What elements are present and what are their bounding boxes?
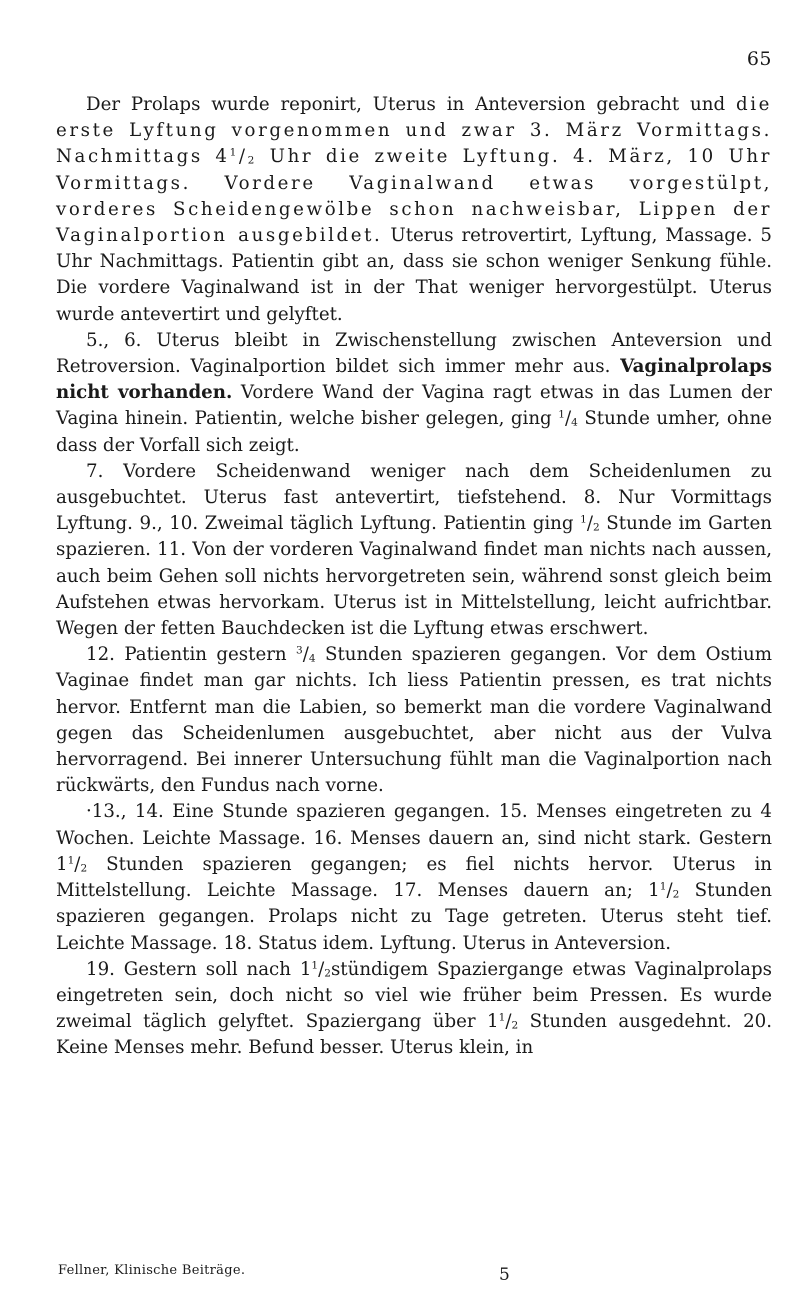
p3-text-end: Stunde im Garten spazieren. 11. Von der vorderen Vaginalwand findet man nichts nach aussen, auch beim Gehen soll nichts hervorgetreten sein, während sonst gleich beim Aufstehen etwas hervorkam. Uterus ist in Mittelstellung, leicht aufrichtbar. Wegen der fetten Bauchdecken ist die Lyftung etwas erschwert.: [56, 513, 772, 640]
p1-spaced-text: die erste Lyftung vorgenommen und zwar 3. März Vormittags. Nachmittags $4^1/_2$ Uhr die zweite Lyftung. 4. März, 10 Uhr Vormittags. Vordere Vaginalwand etwas vorgestülpt, vorderes Scheidengewölbe schon nachweisbar, Lippen der Vaginalportion ausgebildet.: [56, 94, 772, 247]
fraction-denominator: 2: [324, 967, 331, 980]
book-page: [56, 0, 772, 1313]
fraction-numerator: 3: [296, 644, 303, 657]
fraction-numerator: 1: [229, 147, 239, 160]
paragraph-2: 5., 6. Uterus bleibt in Zwischenstellung zwischen Anteversion und Retroversion. Vaginalportion bildet sich immer mehr aus. Vaginalprolaps nicht vorhanden. Vordere Wand der Vagina ragt etwas in das Lumen der Vagina hinein. Patientin, welche bisher gelegen, ging $^1/_4$ Stunde umher, ohne dass der Vorfall sich zeigt.: [56, 329, 772, 456]
p3-text-start: 7. Vordere Scheidenwand weniger nach dem Scheidenlumen zu ausgebuchtet. Uterus fast antevertirt, tiefstehend. 8. Nur Vormittags Lyftung. 9., 10. Zweimal täglich Lyftung. Patientin ging: [56, 460, 772, 535]
p2-text-start: 5., 6. Uterus bleibt in Zwischenstellung zwischen Anteversion und Retroversion. Vaginalportion bildet sich immer mehr aus.: [56, 329, 772, 378]
fraction-denominator: 2: [672, 888, 680, 901]
fraction-denominator: 2: [511, 1019, 519, 1032]
p2-text-end: Stunde umher, ohne dass der Vorfall sich zeigt.: [56, 408, 772, 456]
p2-text-mid: Vordere Wand der Vagina ragt etwas in das Lumen der Vagina hinein. Patientin, welche bisher gelegen, ging: [56, 382, 772, 430]
p4-text-end: Stunden spazieren gegangen. Vor dem Ostium Vaginae findet man gar nichts. Ich liess Patientin pressen, es trat nichts hervor. Entfernt man die Labien, so bemerkt man die vordere Vaginalwand gegen das Scheidenlumen ausgebuchtet, aber nicht aus der Vulva hervorragend. Bei innerer Untersuchung fühlt man die Vaginalportion nach rückwärts, den Fundus nach vorne.: [56, 644, 772, 797]
footer-source: Fellner, Klinische Beiträge.: [58, 1263, 246, 1278]
p1-spaced-end: Uhr die zweite Lyftung. 4. März, 10 Uhr Vormittags. Vordere Vaginalwand etwas vorgestülpt, vorderes Scheidengewölbe schon nachweisbar, Lippen der Vaginalportion ausgebildet.: [56, 146, 772, 247]
fraction-denominator: 4: [308, 652, 316, 665]
p1-continuation: Uterus retrovertirt, Lyftung, Massage. 5 Uhr Nachmittags. Patientin gibt an, dass sie schon weniger Senkung fühle. Die vordere Vaginalwand ist in der That weniger hervorgestülpt. Uterus wurde antevertirt und gelyftet.: [56, 225, 773, 325]
p1-intro: Der Prolaps wurde reponirt, Uterus in Anteversion gebracht und: [86, 94, 736, 115]
fraction-numerator: 1: [311, 959, 319, 972]
p5-text-start: ·13., 14. Eine Stunde spazieren gegangen. 15. Menses eingetreten zu 4 Wochen. Leichte Massage. 16. Menses dauern an, sind nicht stark. Gestern 1: [56, 801, 772, 875]
p2-bold-statement: Vaginalprolaps nicht vorhanden.: [56, 356, 772, 404]
paragraph-3: 7. Vordere Scheidenwand weniger nach dem Scheidenlumen zu ausgebuchtet. Uterus fast antevertirt, tiefstehend. 8. Nur Vormittags Lyftung. 9., 10. Zweimal täglich Lyftung. Patientin ging $^1/_2$ Stunde im Garten spazieren. 11. Von der vorderen Vaginalwand findet man nichts nach aussen, auch beim Gehen soll nichts hervorgetreten sein, während sonst gleich beim Aufstehen etwas hervorkam. Uterus ist in Mittelstellung, leicht aufrichtbar. Wegen der fetten Bauchdecken ist die Lyftung etwas erschwert.: [56, 460, 772, 640]
fraction-numerator: 1: [659, 880, 667, 893]
p1-spaced-start: die erste Lyftung vorgenommen und zwar 3. März Vormittags. Nachmittags 4: [56, 94, 772, 168]
p5-text-mid: Stunden spazieren gegangen; es fiel nichts hervor. Uterus in Mittelstellung. Leichte Massage. 17. Menses dauern an; 1: [56, 853, 772, 902]
fraction-numerator: 1: [558, 409, 565, 422]
fraction-denominator: 2: [593, 521, 600, 534]
paragraph-5: ·13., 14. Eine Stunde spazieren gegangen. 15. Menses eingetreten zu 4 Wochen. Leichte Massage. 16. Menses dauern an, sind nicht stark. Gestern $1^1/_2$ Stunden spazieren gegangen; es fiel nichts hervor. Uterus in Mittelstellung. Leichte Massage. 17. Menses dauern an; $1^1/_2$ Stunden spazieren gegangen. Prolaps nicht zu Tage getreten. Uterus steht tief. Leichte Massage. 18. Status idem. Lyftung. Uterus in Anteversion.: [56, 801, 772, 954]
page-footer: [56, 1263, 772, 1287]
p5-text-end: Stunden spazieren gegangen. Prolaps nicht zu Tage getreten. Uterus steht tief. Leichte Massage. 18. Status idem. Lyftung. Uterus in Anteversion.: [56, 880, 772, 954]
fraction-numerator: 1: [498, 1011, 506, 1024]
fraction-denominator: 2: [80, 862, 88, 875]
fraction-numerator: 1: [580, 513, 587, 526]
paragraph-6: 19. Gestern soll nach $1^1/_2stündigem$ Spaziergange etwas Vaginalprolaps eingetreten sein, doch nicht so viel wie früher beim Pressen. Es wurde zweimal täglich gelyftet. Spaziergang über $1^1/_2$ Stunden ausgedehnt. 20. Keine Menses mehr. Befund besser. Uterus klein, in: [56, 958, 772, 1059]
fraction-denominator: 2: [247, 154, 257, 167]
p4-text-start: 12. Patientin gestern: [86, 644, 297, 666]
fraction-denominator: 4: [571, 417, 578, 430]
p6-text-mid: stündigem Spaziergange etwas Vaginalprolaps eingetreten sein, doch nicht so viel wie früher beim Pressen. Es wurde zweimal täglich gelyftet. Spaziergang über 1: [56, 958, 772, 1033]
p6-text-end: Stunden ausgedehnt. 20. Keine Menses mehr. Befund besser. Uterus klein, in: [56, 1011, 772, 1059]
paragraph-4: 12. Patientin gestern $^3/_4$ Stunden spazieren gegangen. Vor dem Ostium Vaginae findet man gar nichts. Ich liess Patientin pressen, es trat nichts hervor. Entfernt man die Labien, so bemerkt man die vordere Vaginalwand gegen das Scheidenlumen ausgebuchtet, aber nicht aus der Vulva hervorragend. Bei innerer Untersuchung fühlt man die Vaginalportion nach rückwärts, den Fundus nach vorne.: [56, 644, 772, 797]
body-text: [56, 92, 772, 1062]
page-number: 65: [746, 48, 772, 70]
footer-signature-mark: 5: [499, 1265, 510, 1285]
fraction-numerator: 1: [67, 854, 75, 867]
paragraph-1: [56, 92, 772, 328]
p6-text-start: 19. Gestern soll nach 1: [86, 958, 312, 980]
